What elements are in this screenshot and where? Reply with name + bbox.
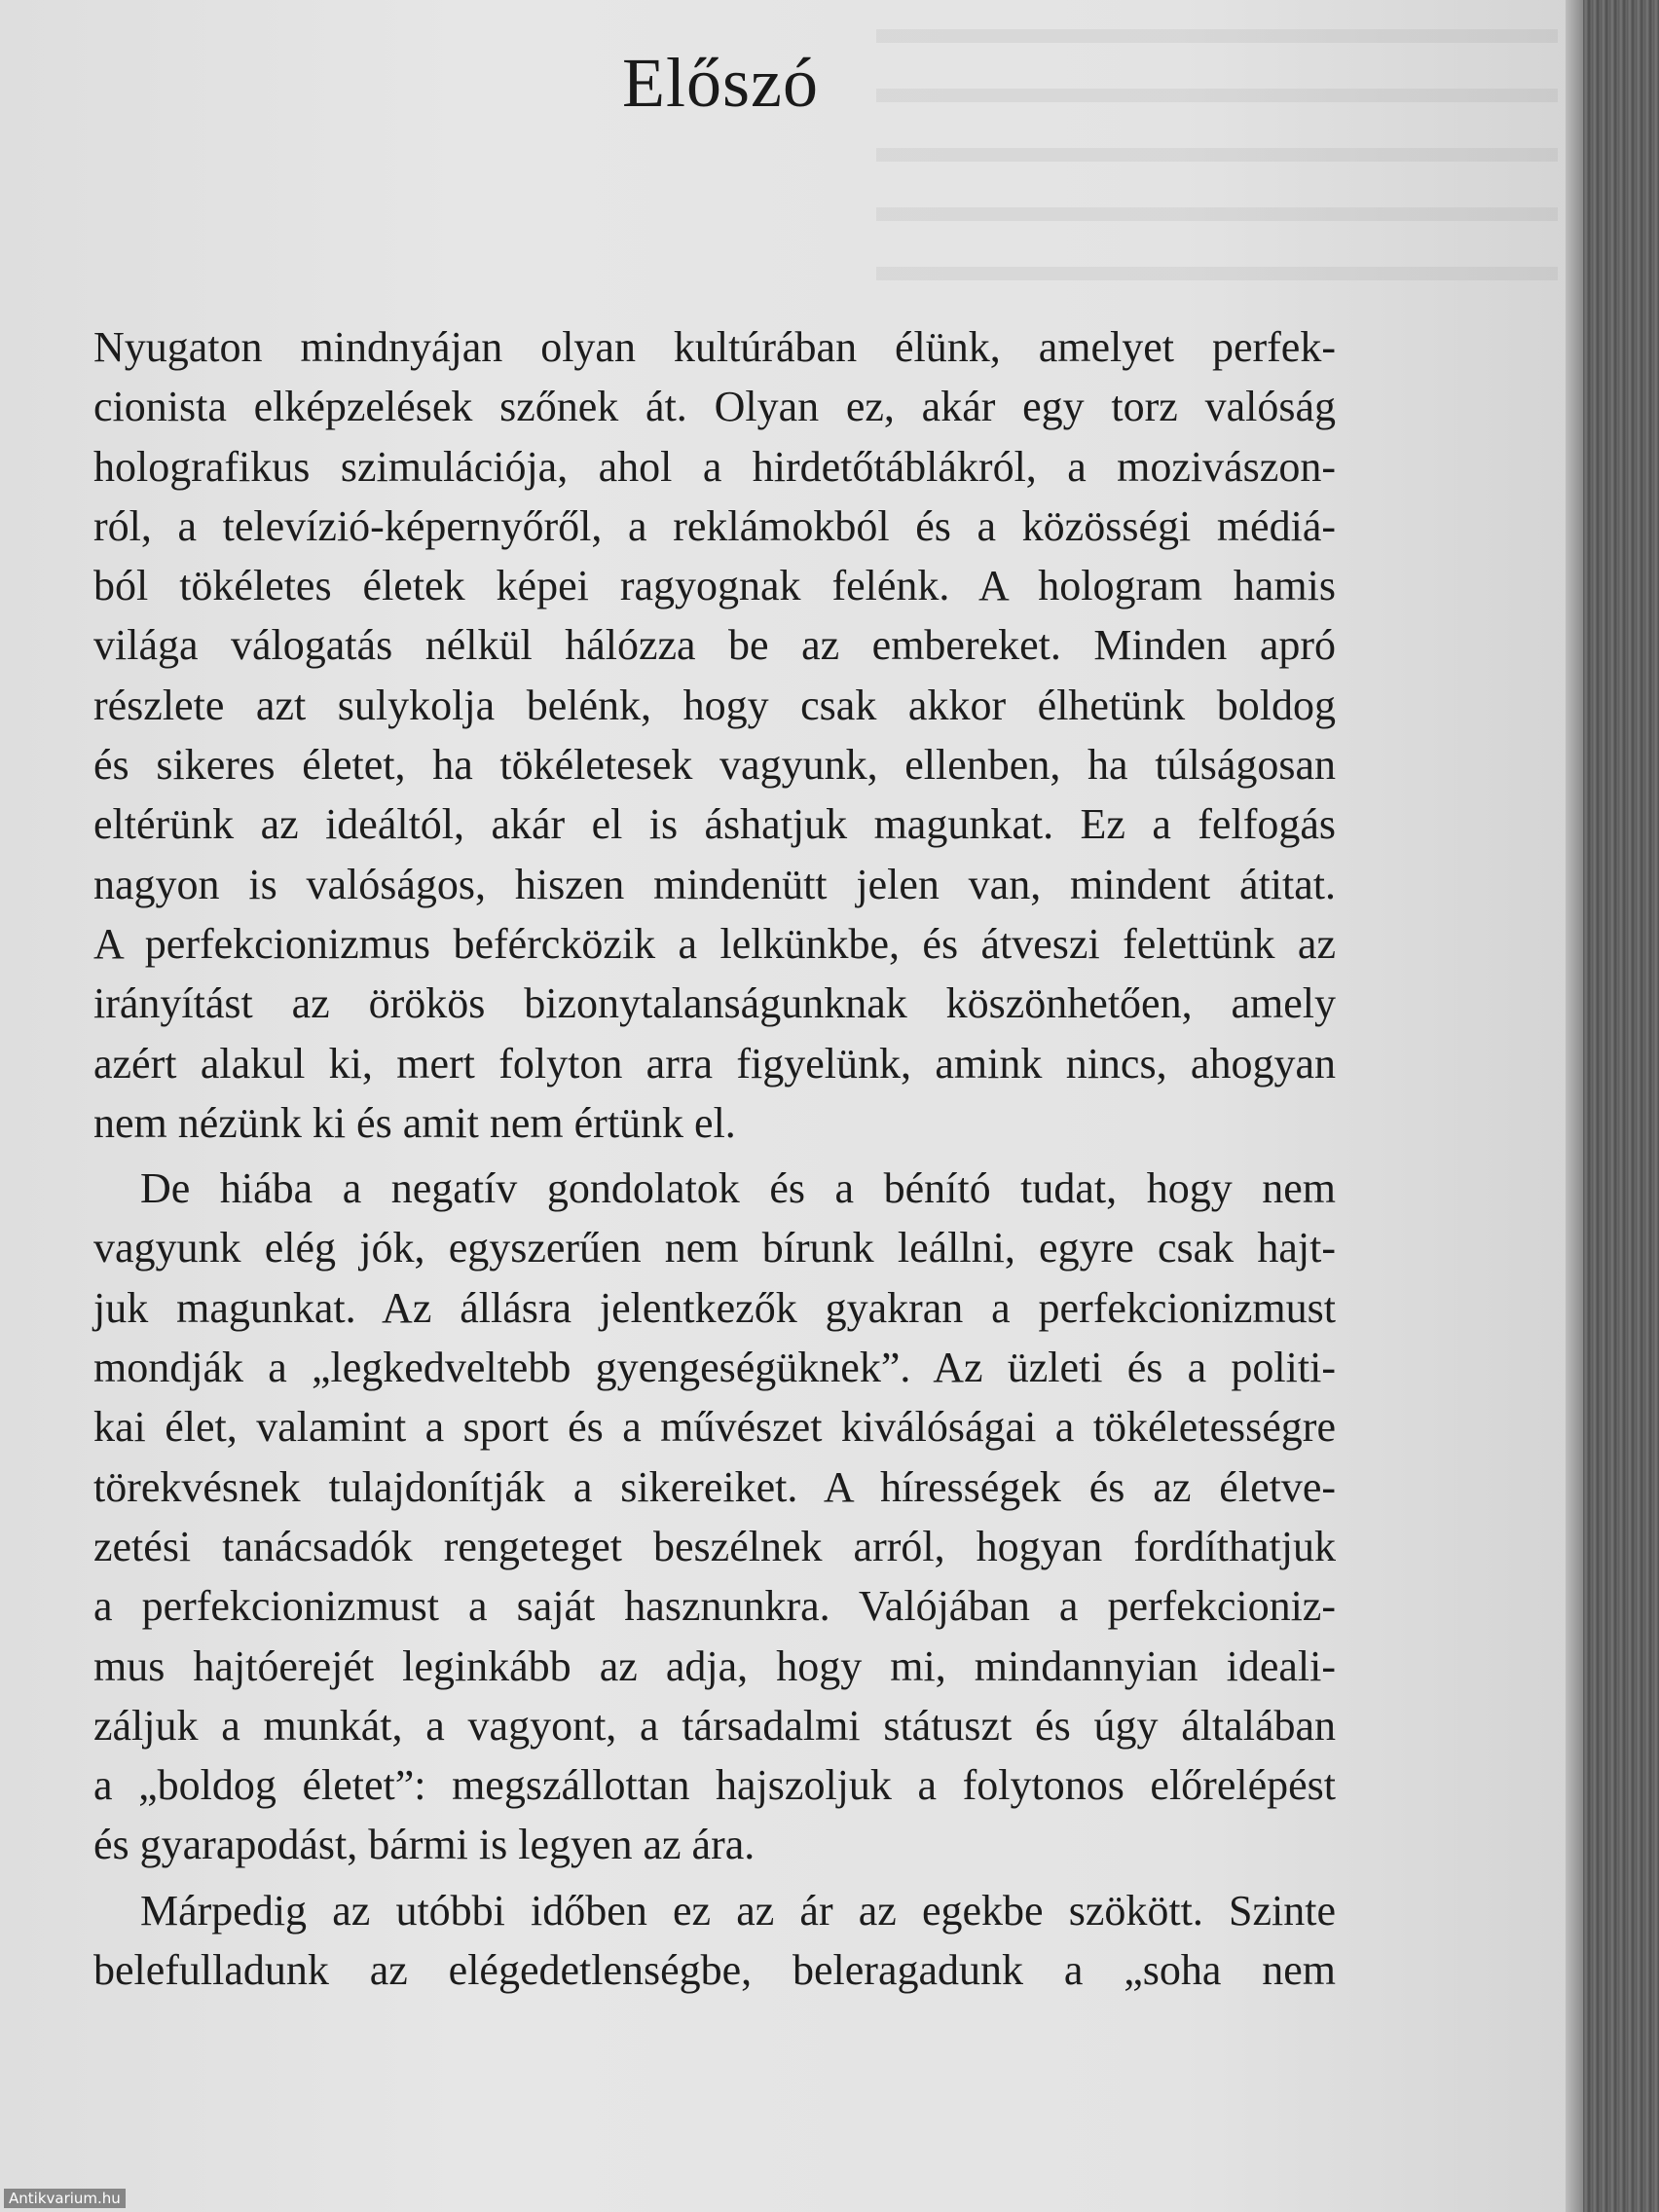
text-line: részlete azt sulykolja belénk, hogy csak akkor élhetünk boldog bbox=[93, 681, 1336, 729]
text-line: kai élet, valamint a sport és a művészet kiválóságai a tökéletességre bbox=[93, 1403, 1336, 1452]
text-line: mus hajtóerejét leginkább az adja, hogy mi, mindannyian ideali- bbox=[93, 1641, 1336, 1690]
text-line: ról, a televízió-képernyőről, a reklámokból és a közösségi médiá- bbox=[93, 501, 1336, 550]
text-line: belefulladunk az elégedetlenségbe, beleragadunk a „soha nem bbox=[93, 1946, 1336, 1995]
text-line: juk magunkat. Az állásra jelentkezők gyakran a perfekcionizmust bbox=[93, 1283, 1336, 1332]
text-line: Nyugaton mindnyájan olyan kultúrában élünk, amelyet perfek- bbox=[93, 323, 1336, 371]
text-line: és sikeres életet, ha tökéletesek vagyunk, ellenben, ha túlságosan bbox=[93, 741, 1336, 790]
text-line: a „boldog életet”: megszállottan hajszoljuk a folytonos előrelépést bbox=[93, 1761, 1336, 1810]
text-line: záljuk a munkát, a vagyont, a társadalmi státuszt és úgy általában bbox=[93, 1701, 1336, 1750]
text-line: Márpedig az utóbbi időben ez az ár az egekbe szökött. Szinte bbox=[140, 1886, 1336, 1935]
page-stack-edge bbox=[1566, 0, 1659, 2212]
text-line: nagyon is valóságos, hiszen mindenütt jelen van, mindent átitat. bbox=[93, 860, 1336, 908]
text-line: A perfekcionizmus befércközik a lelkünkbe, és átveszi felettünk az bbox=[93, 919, 1336, 968]
text-line: és gyarapodást, bármi is legyen az ára. bbox=[93, 1821, 756, 1869]
text-line: irányítást az örökös bizonytalanságunknak köszönhetően, amely bbox=[93, 979, 1336, 1028]
page-edge-shadow bbox=[1566, 0, 1583, 2212]
text-line: ból tökéletes életek képei ragyognak felénk. A hologram hamis bbox=[93, 562, 1336, 610]
page-title: Előszó bbox=[622, 44, 819, 122]
text-line: mondják a „legkedveltebb gyengeségüknek”. Az üzleti és a politi- bbox=[93, 1344, 1336, 1392]
body-text bbox=[93, 317, 1336, 2000]
text-line: cionista elképzelések szőnek át. Olyan ez, akár egy torz valóság bbox=[93, 383, 1336, 431]
paragraph-1 bbox=[93, 317, 1336, 1153]
text-line: világa válogatás nélkül hálózza be az embereket. Minden apró bbox=[93, 621, 1336, 670]
text-line: vagyunk elég jók, egyszerűen nem bírunk leállni, egyre csak hajt- bbox=[93, 1224, 1336, 1272]
text-line: De hiába a negatív gondolatok és a bénító tudat, hogy nem bbox=[140, 1164, 1336, 1213]
paragraph-2 bbox=[93, 1159, 1336, 1875]
text-line: zetési tanácsadók rengeteget beszélnek arról, hogyan fordíthatjuk bbox=[93, 1522, 1336, 1570]
text-line: holografikus szimulációja, ahol a hirdetőtáblákról, a mozivászon- bbox=[93, 442, 1336, 491]
paragraph-3 bbox=[93, 1881, 1336, 2001]
text-line: törekvésnek tulajdonítják a sikereiket. A hírességek és az életve- bbox=[93, 1462, 1336, 1511]
text-line: azért alakul ki, mert folyton arra figyelünk, amink nincs, ahogyan bbox=[93, 1039, 1336, 1088]
text-line: a perfekcionizmust a saját hasznunkra. Valójában a perfekcioniz- bbox=[93, 1582, 1336, 1631]
text-line: eltérünk az ideáltól, akár el is áshatjuk magunkat. Ez a felfogás bbox=[93, 800, 1336, 849]
watermark-label: Antikvarium.hu bbox=[4, 2189, 126, 2208]
text-line: nem nézünk ki és amit nem értünk el. bbox=[93, 1098, 736, 1147]
